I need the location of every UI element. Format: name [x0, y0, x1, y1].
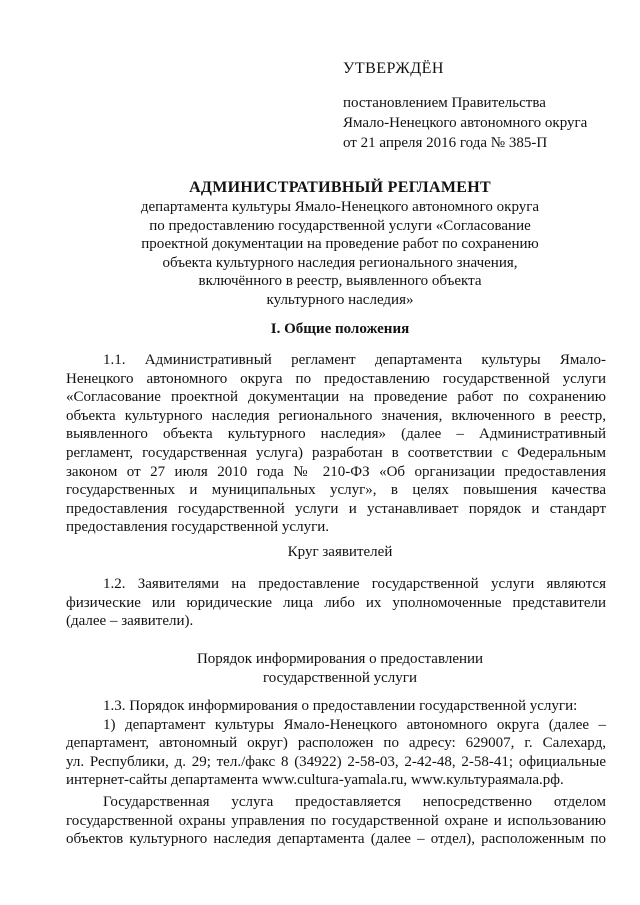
applicants-heading	[60, 543, 620, 562]
document-subtitle-line: культурного наследия»	[266, 291, 414, 308]
paragraph-line: государственных и муниципальных услуг», в целях повышения качества	[66, 482, 606, 499]
paragraph-line: регламент, государственная услуга) разработан в соответствии с Федеральным	[66, 444, 606, 461]
approval-line: от 21 апреля 2016 года № 385-П	[343, 135, 548, 151]
approval-line: постановлением Правительства	[343, 95, 546, 111]
paragraph-line: законом от 27 июля 2010 года № 210-ФЗ «Об организации предоставления	[66, 463, 606, 480]
paragraph-1-3	[66, 697, 606, 790]
information-heading-line: Порядок информирования о предоставлении	[196, 651, 484, 667]
paragraph-line: Государственная услуга предоставляется непосредственно отделом	[103, 794, 606, 810]
paragraph-line: объекта культурного наследия регионального значения, включенного в реестр,	[66, 407, 606, 424]
paragraph-line: Ненецкого автономного округа по предоставлению государственной услуги	[66, 370, 606, 387]
section-heading	[60, 320, 620, 339]
document-subtitle-line: департамента культуры Ямало-Ненецкого автономного округа	[140, 199, 540, 215]
paragraph-line: предоставления государственной услуги.	[66, 519, 330, 536]
applicants-heading-text: Круг заявителей	[287, 544, 393, 560]
paragraph-line: 1.1. Административный регламент департамента культуры Ямало-	[103, 352, 606, 368]
approval-line: Ямало-Ненецкого автономного округа	[343, 115, 588, 131]
paragraph-line: департамент, автономный округ) расположен по адресу: 629007, г. Салехард,	[66, 735, 606, 752]
approval-block	[343, 59, 623, 153]
paragraph-line: (далее – заявители).	[66, 613, 194, 630]
information-heading-line: государственной услуги	[263, 670, 417, 686]
paragraph-line: ул. Республики, д. 29; тел./факс 8 (34922) 2-58-03, 2-42-48, 2-58-41; официальные	[66, 753, 606, 770]
section-heading-text: I. Общие положения	[270, 321, 410, 337]
document-subtitle-line: по предоставлению государственной услуги «Согласование	[149, 217, 531, 234]
information-heading	[60, 650, 620, 688]
document-subtitle-line: проектной документации на проведение работ по сохранению	[141, 236, 539, 253]
document-title: АДМИНИСТРАТИВНЫЙ РЕГЛАМЕНТ	[189, 179, 491, 196]
paragraph-line: выявленного объекта культурного наследия» (далее – Административный	[66, 426, 606, 443]
paragraph-service	[66, 793, 606, 849]
paragraph-line: 1.2. Заявителями на предоставление государственной услуги являются	[103, 576, 606, 592]
document-title-block	[60, 178, 620, 310]
paragraph-line: государственной охраны управления по государственной охране и использованию	[66, 812, 606, 829]
paragraph-line: объектов культурного наследия департамента (далее – отдел), расположенным по	[66, 831, 606, 848]
paragraph-line: 1) департамент культуры Ямало-Ненецкого автономного округа (далее –	[103, 716, 606, 733]
paragraph-line: «Согласование проектной документации на проведение работ по сохранению	[66, 389, 606, 406]
paragraph-line: физические или юридические лица либо их уполномоченные представители	[66, 594, 606, 611]
approved-label: УТВЕРЖДЁН	[343, 60, 444, 77]
paragraph-1-1	[66, 351, 606, 537]
paragraph-line: 1.3. Порядок информирования о предоставлении государственной услуги:	[103, 698, 578, 714]
paragraph-line: предоставления государственной услуги и устанавливает порядок и стандарт	[66, 500, 606, 517]
document-subtitle-line: объекта культурного наследия регионального значения,	[162, 254, 518, 271]
paragraph-line: интернет-сайты департамента www.cultura-yamala.ru, www.культураямала.рф.	[66, 772, 564, 789]
document-subtitle-line: включённого в реестр, выявленного объекта	[198, 273, 482, 290]
paragraph-1-2	[66, 575, 606, 631]
